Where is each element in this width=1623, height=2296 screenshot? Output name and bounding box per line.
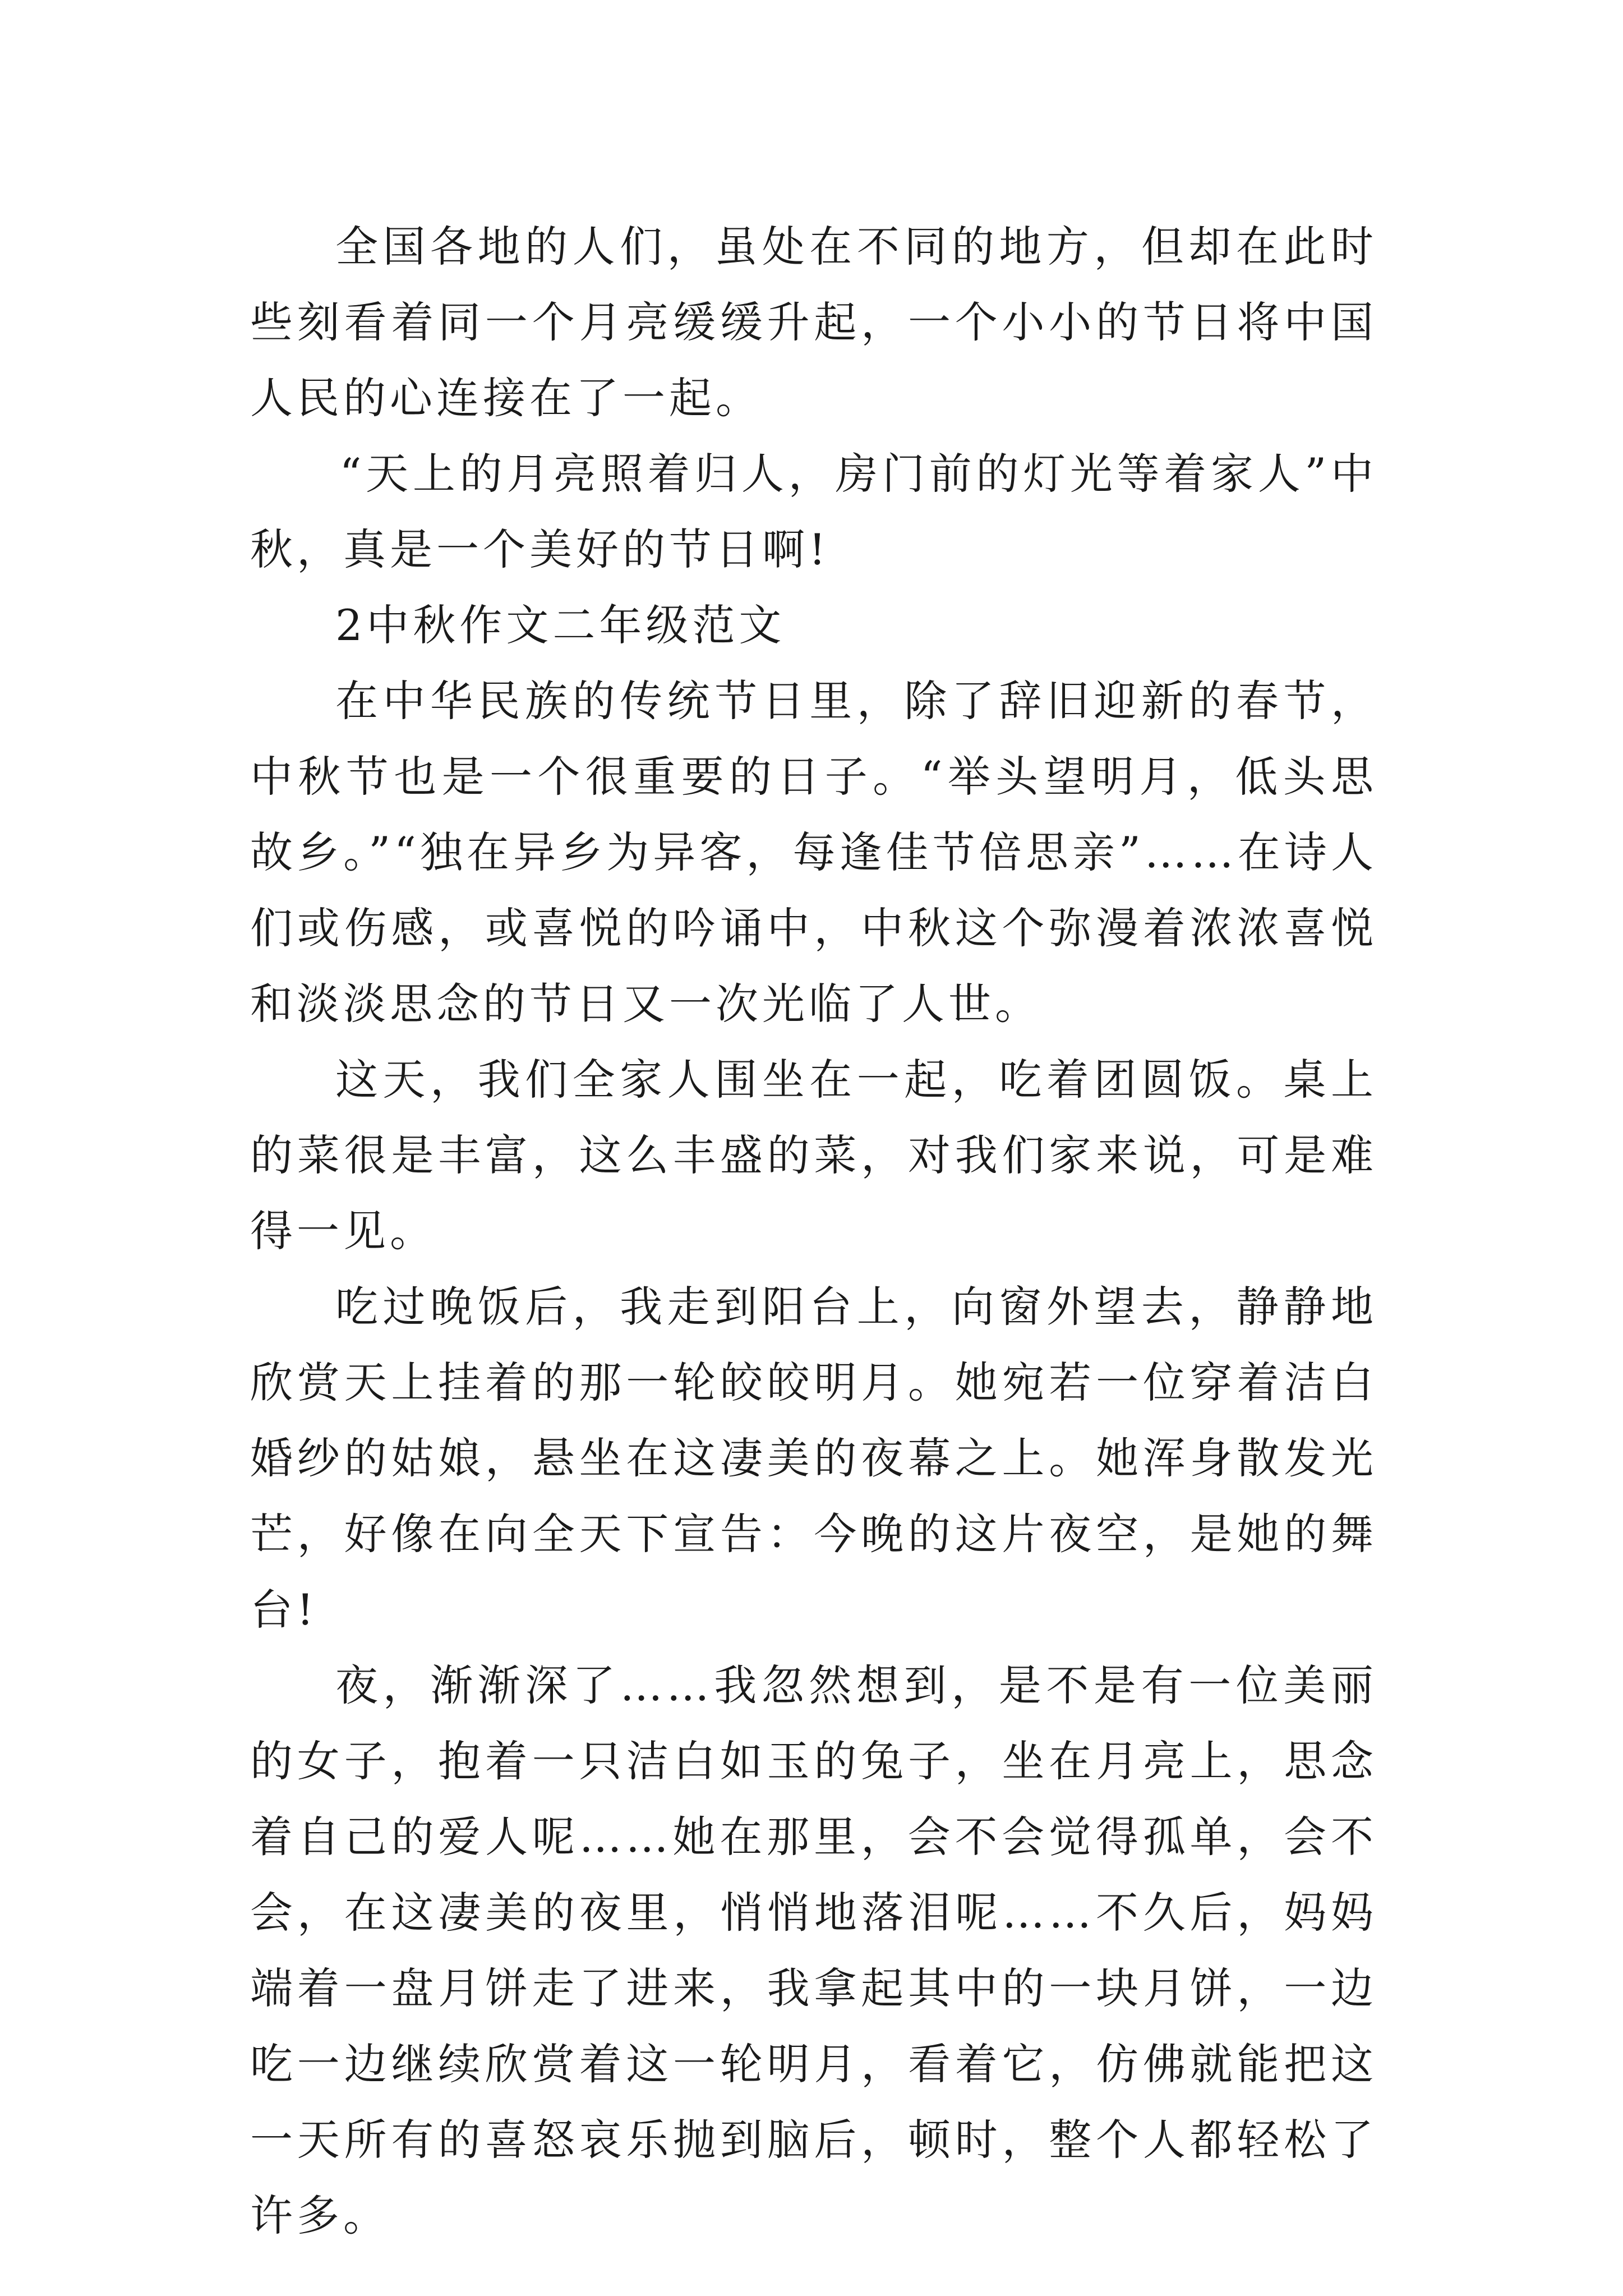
section-heading: 2中秋作文二年级范文 xyxy=(335,600,786,650)
paragraph-3: 在中华民族的传统节日里，除了辞旧迎新的春节，中秋节也是一个很重要的日子。“举头望明月，低头思故乡。”“独在异乡为异客，每逢佳节倍思亲”……在诗人们或伤感，或喜悦的吟诵中，中秋这个弥漫着浓浓喜悦和淡淡思念的节日又一次光临了人世。 xyxy=(250,676,1377,1029)
paragraph-5: 吃过晚饭后，我走到阳台上，向窗外望去，静静地欣赏天上挂着的那一轮皎皎明月。她宛若一位穿着洁白婚纱的姑娘，悬坐在这凄美的夜幕之上。她浑身散发光芒，好像在向全天下宣告：今晚的这片夜空，是她的舞台! xyxy=(250,1282,1377,1635)
paragraph-2: “天上的月亮照着归人，房门前的灯光等着家人”中秋，真是一个美好的节日啊! xyxy=(250,449,1377,574)
body-text xyxy=(250,209,1377,2253)
paragraph-1: 全国各地的人们，虽处在不同的地方，但却在此时些刻看着同一个月亮缓缓升起，一个小小的节日将中国人民的心连接在了一起。 xyxy=(250,222,1377,423)
paragraph-6: 夜，渐渐深了……我忽然想到，是不是有一位美丽的女子，抱着一只洁白如玉的兔子，坐在月亮上，思念着自己的爱人呢……她在那里，会不会觉得孤单，会不会，在这凄美的夜里，悄悄地落泪呢……不久后，妈妈端着一盘月饼走了进来，我拿起其中的一块月饼，一边吃一边继续欣赏着这一轮明月，看着它，仿佛就能把这一天所有的喜怒哀乐抛到脑后，顿时，整个人都轻松了许多。 xyxy=(250,1660,1377,2240)
paragraph-4: 这天，我们全家人围坐在一起，吃着团圆饭。桌上的菜很是丰富，这么丰盛的菜，对我们家来说，可是难得一见。 xyxy=(250,1055,1377,1256)
